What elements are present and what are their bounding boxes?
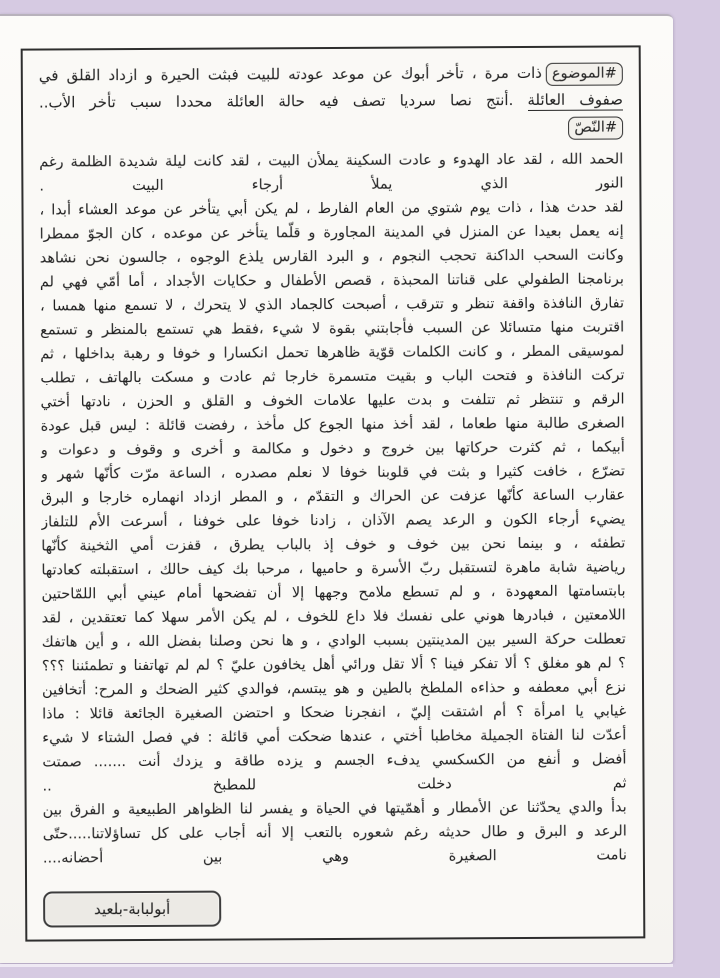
body-lines (39, 147, 627, 870)
text-line: تعطلت حركة السير بين المدينتين بسبب الوادي ، و ها نحن وصلنا بفضل الله ، و أين هاتفك (41, 631, 626, 651)
underlined-phrase: صفوف العائلة (527, 90, 623, 109)
topic-line-2 (39, 86, 623, 116)
text-line: أفضل و أنفع من الكسكسي يدفء الجسم و يزده طاقة و يزدك أنت ....... صمتت (42, 751, 627, 771)
text-line: نزع أبي معطفه و حذاءه الملطخ بالطين و هو يبتسم، فوالدي كثير الضحك و المرح: أتخافين (41, 679, 627, 699)
text-line: إنه يعمل بعيدا عن المنزل في المدينة المجاورة و قلّما يتأخر عن موعده ، كان الجوّ ممطرا (39, 223, 624, 243)
text-line: يضيء أرجاء الكون و الرعد يصم الآذان ، زادنا خوفا على خوفنا ، أسرعت الأم للتلفاز (41, 511, 626, 531)
author-stamp (43, 891, 221, 928)
text-line: الصغرى طالبة منها طعاما ، لقد أخذ منها الجوع كل مأخذ ، رفضت قائلة : ليس قبل عودة (40, 415, 625, 435)
text-line: تضرّع ، خافت كثيرا و بثت في قلوبنا خوفا لا نعلم مصدره ، الساعة مرّت كأنّها شهر و (40, 463, 625, 483)
topic-text: ذات مرة ، تأخر أبوك عن موعد عودته للبيت فبثت الحيرة و ازداد القلق في (38, 63, 542, 85)
text-frame (21, 45, 646, 941)
text-line: ؟ لم هو مغلق ؟ ألا تفكر فينا ؟ ألا تقل ورائي أهل يخافون عليّ ؟ لم لم تهاتفنا و تطمئننا ؟؟؟ (41, 655, 626, 675)
text-line: الرقم و تنتظر ثم تتلفت و بدت عليها علامات الخوف و القلق و الحزن ، نادتها أختي (40, 391, 625, 411)
topic-tag-box (546, 62, 623, 85)
text-tag-line (39, 113, 623, 145)
text-line: عقارب الساعة كأنّها عزفت عن الحراك و التقدّم ، و المطر ازداد انهماره خارجا و البرق (40, 487, 626, 507)
text-line: تطفئه ، و بينما نحن بين خوف و خوف إذ بالباب يطرق ، قفزت أمي الثخينة كأنّها (41, 535, 626, 555)
text-line: وكانت السحب الداكنة تحجب النجوم ، و البرد القارس يلذع الوجوه ، جالسون نحن نشاهد (39, 247, 624, 267)
text-line: لموسيقى المطر ، و كانت الكلمات قوّية ظاهرها تحمل انكسارا و خوفا و رهبة بداخلها ، ثم (40, 343, 625, 363)
text-tag-label: #النّصّ (574, 119, 618, 136)
text-line: تركت النافذة و فتحت الباب و بقيت متسمرة خارجا ثم عادت و مسكت بالهاتف ، تطلب (40, 367, 625, 387)
author-stamp-label: أبولبابة-بلعيد (94, 899, 171, 919)
text-line: اللامعتين ، فبادرها هوني على نفسك فلا داع للخوف ، لم يكن الأمر سهلا كما تعتقدين ، لقد (41, 607, 626, 627)
text-line: بابتسامتها المعهودة ، و لم تسطع ملامح وجهها إلا أن تفضحها أمام عيني أبي اللمّاحتين (41, 583, 626, 603)
text-line: رياضية شابة ماهرة لتستقبل ربّ الأسرة و حاميها ، مرحبا بك كيف حالك ، استقبلته كعادتها (41, 559, 626, 579)
text-line: النور الذي يملأ أرجاء البيت . (39, 175, 624, 195)
text-line: تفارق النافذة واقفة تنظر و تترقب ، أصبحت كالجماد الذي لا يتحرك ، لا تسمع منها همسا ، (39, 295, 625, 315)
text-line: ثم دخلت للمطبخ .. (42, 775, 627, 795)
document-page (0, 14, 673, 963)
topic-text-rest: .أنتج نصا سرديا تصف فيه حالة العائلة محددا سبب تأخر الأب.. (38, 90, 528, 112)
text-line: أبيكما ، ثم كثرت حركاتها بين خروج و دخول و مكالمة و أخرى و وقوف و دعوات و (40, 439, 625, 459)
topic-tag-label: #الموضوع (551, 65, 617, 82)
text-line: نامت الصغيرة وهي بين أحضانه.... (42, 847, 627, 867)
topic-line-1 (39, 59, 623, 89)
text-line: بدأ والدي يحدّثنا عن الأمطار و أهمّيتها في الحياة و يفسر لنا الظواهر الطبيعية و الفرق بين (42, 799, 627, 819)
text-line: الحمد الله ، لقد عاد الهدوء و عادت السكينة يملأن البيت ، لقد كانت ليلة شديدة الظلمة رغم (39, 151, 624, 171)
text-line: برنامجنا الطفولي على قناتنا المحبذة ، قصص الأطفال و حكايات الأجداد ، أما أمّي فهي لم (39, 271, 624, 291)
text-line: لقد حدث هذا ، ذات يوم شتوي من العام الفارط ، لم يكن أبي يتأخر عن موعد العشاء أبدا ، (39, 199, 624, 219)
text-line: أعدّت لنا الفتاة الجميلة مخاطبا أختي ، عندها ضحكت أمي قائلة : في فصل الشتاء لا شيء (42, 727, 627, 747)
text-line: اقتربت منها متسائلا عن السبب فأجابتني بقوة لا شيء ،فقط هي تستمع بالمنظر و تستمع (40, 319, 625, 339)
text-line: غيابي يا امرأة ؟ أم اشتقت إليّ ، انفجرنا ضحكا و احتضن الصغيرة الجائعة قائلا : ماذا (42, 703, 627, 723)
text-line: الرعد و البرق و طال حديثه رغم شعوره بالتعب إلا أنه أجاب على كل تساؤلاتنا.....حتّى (42, 823, 627, 843)
text-tag-box (568, 116, 623, 139)
